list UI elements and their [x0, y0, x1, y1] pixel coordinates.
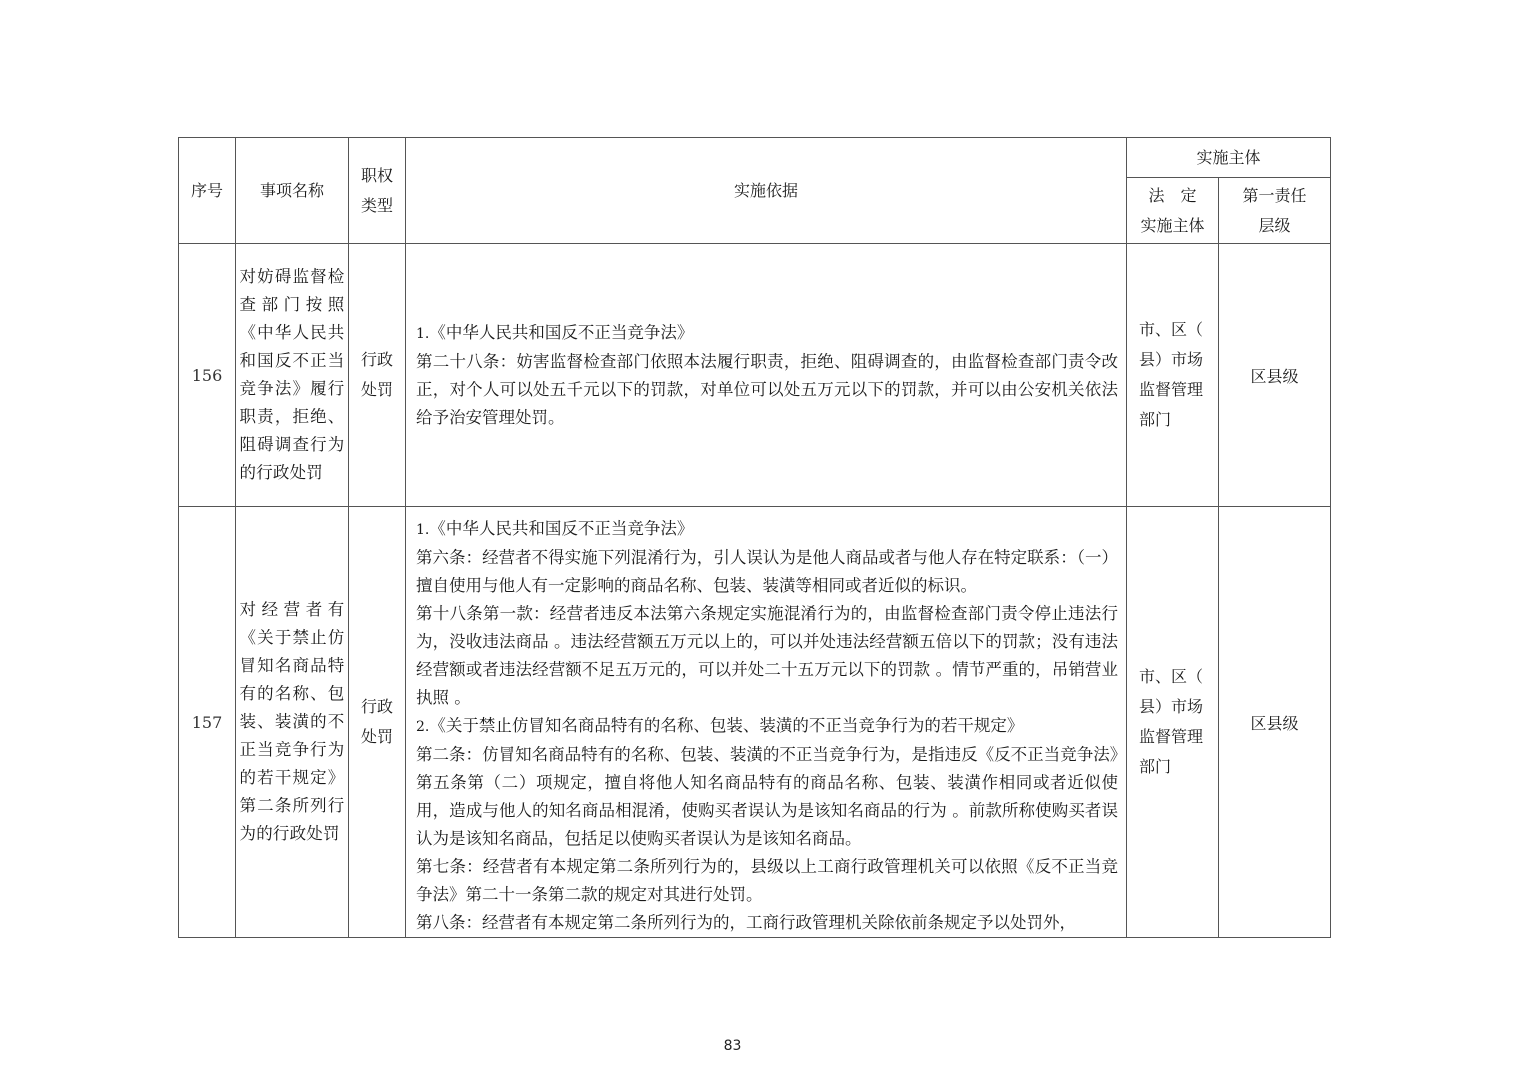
- basis-text: 《中华人民共和国反不正当竞争法》: [429, 322, 694, 342]
- header-legal-subject-line2: 实施主体: [1140, 215, 1205, 235]
- basis-paragraph: [416, 741, 1118, 853]
- header-type-line1: 职权: [360, 165, 393, 185]
- basis-paragraph: [416, 853, 1118, 909]
- subject-line: 市、区（: [1139, 667, 1204, 686]
- header-type: [349, 138, 406, 244]
- header-legal-subject-line1: 法 定: [1148, 185, 1197, 205]
- row-subject: [1127, 244, 1219, 507]
- basis-text: 第六条：经营者不得实施下列混淆行为，引人误认为是他人商品或者与他人存在特定联系：（一）擅自使用与他人有一定影响的商品名称、包装、装潢等相同或者近似的标识。: [416, 548, 1118, 595]
- subject-line: 县）市场: [1139, 350, 1204, 369]
- subject-line: 部门: [1139, 410, 1172, 429]
- row-basis: [406, 244, 1127, 507]
- basis-paragraph: [416, 712, 1118, 741]
- basis-paragraph: [416, 600, 1118, 712]
- header-basis: 实施依据: [406, 138, 1127, 244]
- subject-line: 县）市场: [1139, 697, 1204, 716]
- basis-text: 第十八条第一款：经营者违反本法第六条规定实施混淆行为的，由监督检查部门责令停止违法行为，没收违法商品 。违法经营额五万元以上的，可以并处违法经营额五倍以下的罚款；没有违法经营额或者违法经营额不足五万元的，可以并处二十五万元以下的罚款 。情节严重的，吊销营业执照 。: [416, 604, 1118, 707]
- row-type: [349, 244, 406, 507]
- basis-text: 《关于禁止仿冒知名商品特有的名称、包装、装潢的不正当竞争行为的若干规定》: [429, 716, 1024, 735]
- table-row: [179, 507, 1331, 938]
- subject-line: 监督管理: [1139, 727, 1204, 746]
- row-type-line2: 处罚: [360, 380, 393, 399]
- subject-line: 市、区（: [1139, 320, 1204, 339]
- basis-number: 2.: [416, 719, 430, 735]
- header-subject-group: 实施主体: [1127, 138, 1331, 178]
- basis-paragraph: [416, 909, 1118, 937]
- regulation-table: [178, 137, 1331, 938]
- header-first-level-line1: 第一责任: [1242, 185, 1307, 205]
- subject-line: 部门: [1139, 757, 1172, 776]
- header-first-level-line2: 层级: [1258, 215, 1291, 235]
- row-name: 对经营者有《关于禁止仿冒知名商品特有的名称、包装、装潢的不正当竞争行为的若干规定》第二条所列行为的行政处罚: [239, 600, 345, 843]
- basis-text: 第七条：经营者有本规定第二条所列行为的，县级以上工商行政管理机关可以依照《反不正当竞争法》第二十一条第二款的规定对其进行处罚。: [416, 857, 1118, 904]
- header-seq: 序号: [179, 138, 236, 244]
- basis-text: 第二十八条：妨害监督检查部门依照本法履行职责，拒绝、阻碍调查的，由监督检查部门责令改正，对个人可以处五千元以下的罚款，对单位可以处五万元以下的罚款，并可以由公安机关依法给予治安管理处罚。: [416, 351, 1118, 427]
- row-name-cell: [236, 507, 349, 938]
- row-subject: [1127, 507, 1219, 938]
- basis-paragraph: [416, 544, 1118, 600]
- basis-number: 1.: [416, 522, 430, 538]
- basis-paragraph: [416, 515, 1118, 544]
- header-name: 事项名称: [236, 138, 349, 244]
- subject-line: 监督管理: [1139, 380, 1204, 399]
- basis-text: 《中华人民共和国反不正当竞争法》: [429, 519, 694, 538]
- row-level: 区县级: [1219, 244, 1331, 507]
- row-seq: 157: [179, 507, 236, 938]
- header-type-line2: 类型: [360, 195, 393, 215]
- header-first-level: [1219, 178, 1331, 244]
- row-level: 区县级: [1219, 507, 1331, 938]
- row-type-line2: 处罚: [360, 727, 393, 746]
- basis-text: 第八条：经营者有本规定第二条所列行为的，工商行政管理机关除依前条规定予以处罚外，: [416, 913, 1076, 932]
- row-name: 对妨碍监督检查部门按照《中华人民共和国反不正当竞争法》履行职责，拒绝、阻碍调查行为的行政处罚: [239, 267, 345, 482]
- row-basis: [406, 507, 1127, 938]
- page-number: 83: [723, 1038, 742, 1054]
- basis-paragraph: [416, 319, 1118, 348]
- basis-paragraph: [416, 348, 1118, 432]
- header-row-1: [179, 138, 1331, 178]
- table-row: [179, 244, 1331, 507]
- row-type-line1: 行政: [360, 697, 393, 716]
- row-type: [349, 507, 406, 938]
- header-legal-subject: [1127, 178, 1219, 244]
- basis-text: 第二条：仿冒知名商品特有的名称、包装、装潢的不正当竞争行为，是指违反《反不正当竞争法》第五条第（二）项规定，擅自将他人知名商品特有的商品名称、包装、装潢作相同或者近似使用，造成与他人的知名商品相混淆，使购买者误认为是该知名商品的行为 。前款所称使购买者误认为是该知名商品，包括足以使购买者误认为是该知名商品。: [416, 745, 1118, 848]
- basis-number: 1.: [416, 325, 430, 342]
- row-type-line1: 行政: [360, 350, 393, 369]
- row-seq: 156: [179, 244, 236, 507]
- row-name-cell: [236, 244, 349, 507]
